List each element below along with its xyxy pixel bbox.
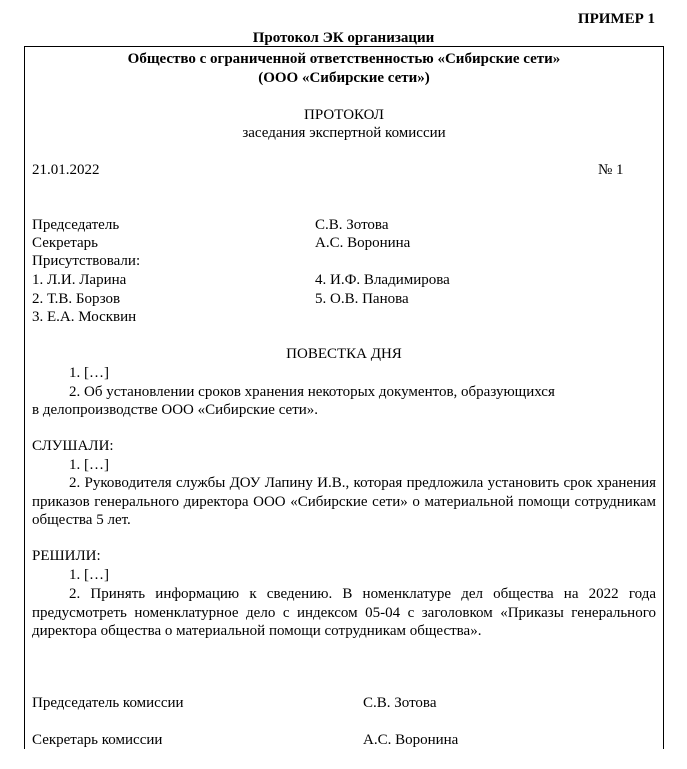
decided-title: РЕШИЛИ: (32, 548, 101, 564)
protocol-number: № 1 (598, 162, 624, 178)
decided-item: 2. Принять информацию к сведению. В номенклатуре дел общества на 2022 года предусмотреть номенклатурное дело с индексом 05-04 с заголовком «Приказы генерального директора общества о материальной помощи сотрудникам общества». (32, 586, 656, 639)
document-title: Протокол ЭК организации (252, 30, 435, 46)
agenda-item: 2. Об установлении сроков хранения некоторых документов, образующихся (69, 384, 555, 400)
agenda-item-continued: в делопроизводстве ООО «Сибирские сети». (32, 402, 319, 418)
secretary-name: А.С. Воронина (315, 235, 411, 251)
signature-chair-name: С.В. Зотова (363, 695, 437, 711)
heard-item: 2. Руководителя службы ДОУ Лапину И.В., которая предложила установить срок хранения приказов генерального директора ООО «Сибирские сети» о материальной помощи сотрудникам общества 5 лет. (32, 475, 656, 528)
agenda-item: 1. […] (69, 365, 109, 381)
protocol-title: ПРОТОКОЛ (304, 107, 384, 123)
heard-title: СЛУШАЛИ: (32, 438, 114, 454)
signature-chair-label: Председатель комиссии (32, 695, 184, 711)
chair-label: Председатель (32, 217, 120, 233)
secretary-label: Секретарь (32, 235, 99, 251)
present-member: 2. Т.В. Борзов (32, 291, 121, 307)
frame-top-border (24, 46, 664, 47)
chair-name: С.В. Зотова (315, 217, 389, 233)
agenda-title: ПОВЕСТКА ДНЯ (286, 346, 402, 362)
present-member: 5. О.В. Панова (315, 291, 409, 307)
protocol-subtitle: заседания экспертной комиссии (242, 125, 446, 141)
decided-item: 1. […] (69, 567, 109, 583)
present-member: 4. И.Ф. Владимирова (315, 272, 450, 288)
example-label: ПРИМЕР 1 (577, 11, 655, 27)
frame-left-border (24, 46, 25, 749)
signature-secretary-name: А.С. Воронина (363, 732, 459, 748)
present-member: 1. Л.И. Ларина (32, 272, 127, 288)
heard-item: 1. […] (69, 457, 109, 473)
present-label: Присутствовали: (32, 253, 141, 269)
org-short-name: (ООО «Сибирские сети») (258, 70, 430, 86)
present-member: 3. Е.А. Москвин (32, 309, 137, 325)
org-full-name: Общество с ограниченной ответственностью «Сибирские сети» (127, 51, 561, 67)
frame-right-border (663, 46, 664, 749)
protocol-date: 21.01.2022 (32, 162, 100, 178)
signature-secretary-label: Секретарь комиссии (32, 732, 163, 748)
